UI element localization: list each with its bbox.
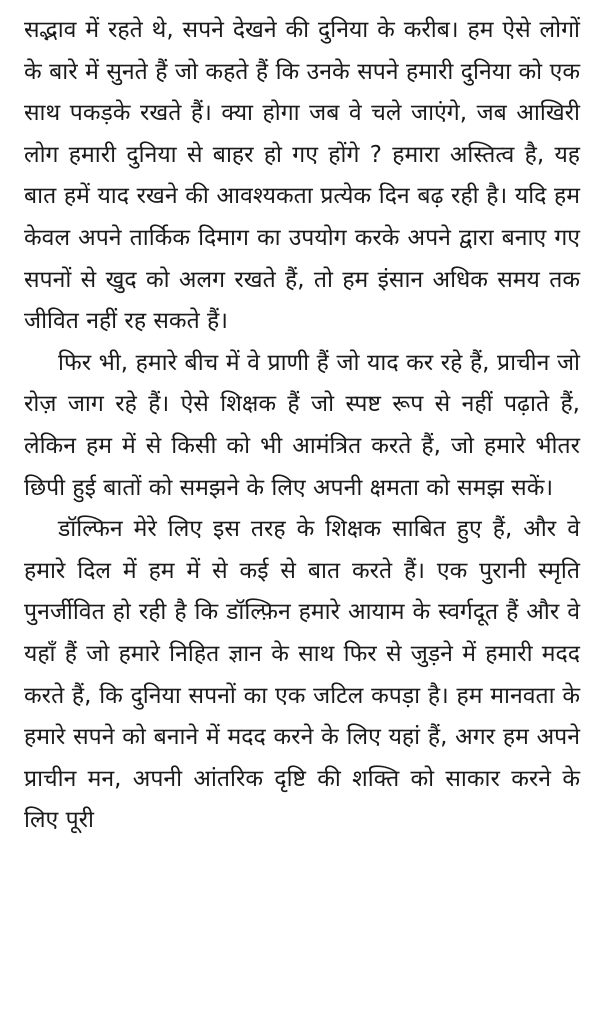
paragraph-1: सद्भाव में रहते थे, सपने देखने की दुनिया के करीब। हम ऐसे लोगों के बारे में सुनते हैं जो कहते हैं कि उनके सपने हमारी दुनिया को एक साथ पकड़के रखते हैं। क्या होगा जब वे चले जाएंगे, जब आखिरी लोग हमारी दुनिया से बाहर हो गए होंगे ? हमारा अस्तित्व है, यह बात हमें याद रखने की आवश्यकता प्रत्येक दिन बढ़ रही है। यदि हम केवल अपने तार्किक दिमाग का उपयोग करके अपने द्वारा बनाए गए सपनों से खुद को अलग रखते हैं, तो हम इंसान अधिक समय तक जीवित नहीं रह सकते हैं। — [24, 17, 580, 335]
paragraph-2: फिर भी, हमारे बीच में वे प्राणी हैं जो याद कर रहे हैं, प्राचीन जो रोज़ जाग रहे हैं। ऐसे शिक्षक हैं जो स्पष्ट रूप से नहीं पढ़ाते हैं, लेकिन हम में से किसी को भी आमंत्रित करते हैं, जो हमारे भीतर छिपी हुई बातों को समझने के लिए अपनी क्षमता को समझ सकें। — [24, 349, 580, 501]
body-text — [24, 10, 580, 842]
paragraph-3: डॉल्फिन मेरे लिए इस तरह के शिक्षक साबित हुए हैं, और वे हमारे दिल में हम में से कई से बात करते हैं। एक पुरानी स्मृति पुनर्जीवित हो रही है कि डॉल्फ़िन हमारे आयाम के स्वर्गदूत हैं और वे यहाँ हैं जो हमारे निहित ज्ञान के साथ फिर से जुड़ने में हमारी मदद करते हैं, कि दुनिया सपनों का एक जटिल कपड़ा है। हम मानवता के हमारे सपने को बनाने में मदद करने के लिए यहां हैं, अगर हम अपने प्राचीन मन, अपनी आंतरिक दृष्टि की शक्ति को साकार करने के लिए पूरी — [24, 516, 580, 834]
